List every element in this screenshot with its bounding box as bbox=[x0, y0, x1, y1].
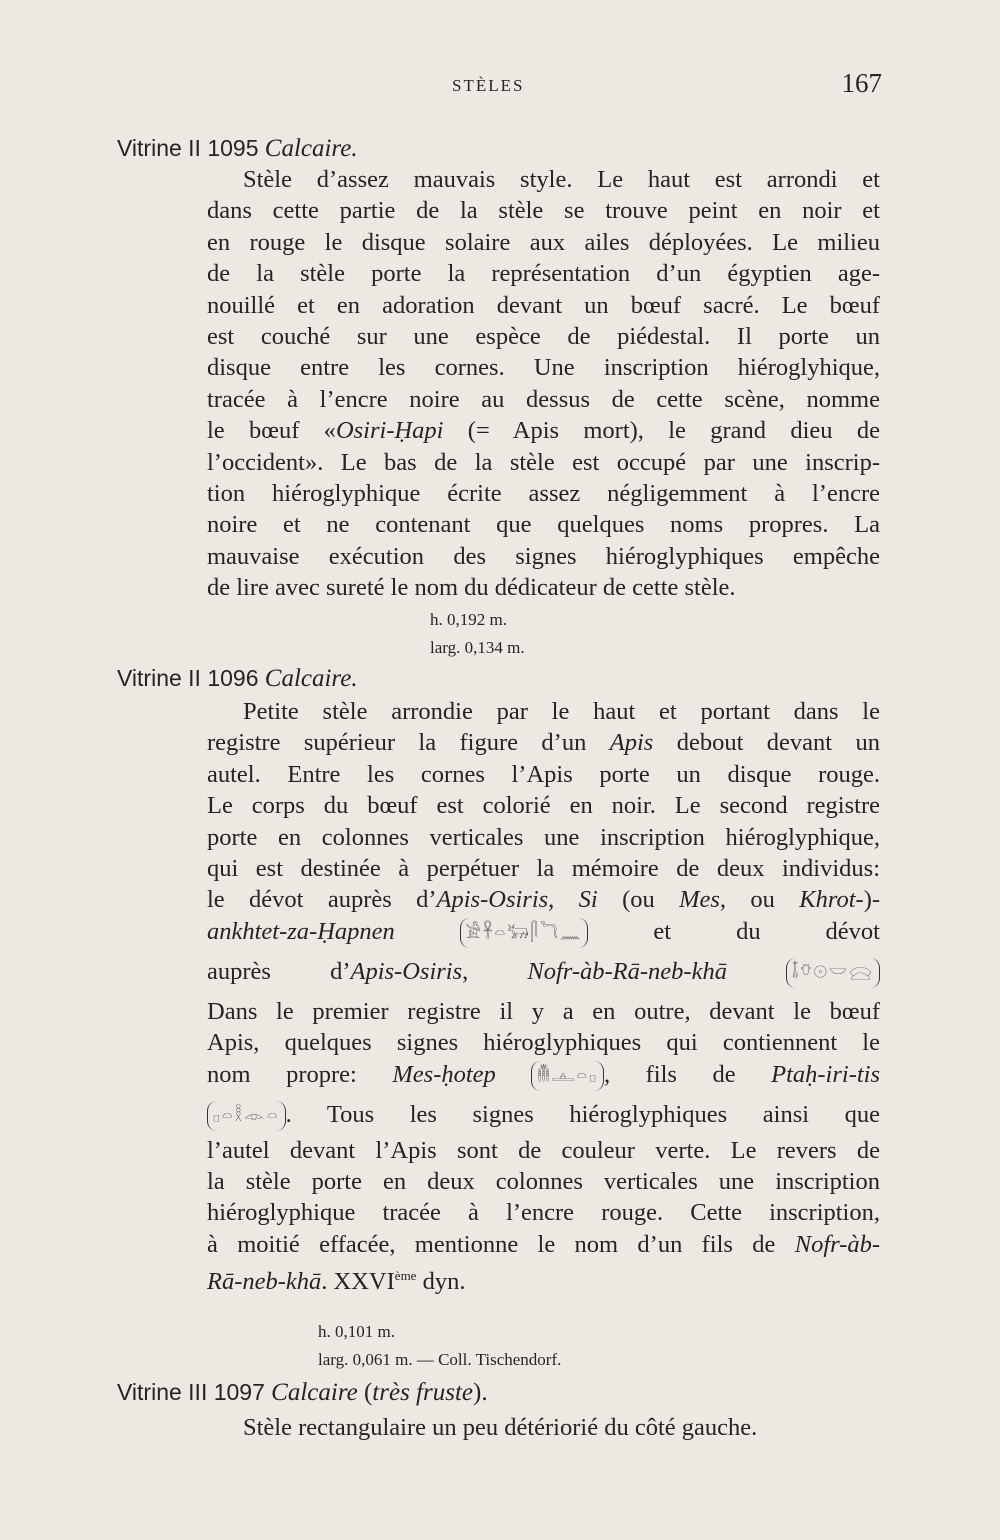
text-line: autel. Entre les cornes l’Apis porte un disque rouge. bbox=[207, 760, 880, 788]
personal-name: Mes bbox=[679, 886, 720, 914]
text-line: qui est destinée à perpétuer la mémoire de deux individus: bbox=[207, 854, 880, 882]
page-header bbox=[0, 68, 1000, 106]
text-line bbox=[207, 884, 880, 915]
personal-name: Nofr-àb- bbox=[794, 1230, 880, 1258]
text-line: mauvaise exécution des signes hiéroglyphiques empêche bbox=[207, 542, 880, 570]
page-number: 167 bbox=[841, 68, 882, 98]
text-line: Dans le premier registre il y a en outre, devant le bœuf bbox=[207, 997, 880, 1025]
text-run: , bbox=[548, 886, 579, 914]
measure-height: h. 0,192 m. bbox=[430, 610, 507, 629]
text-line bbox=[207, 1059, 880, 1099]
text-line: Le corps du bœuf est colorié en noir. Le second registre bbox=[207, 792, 880, 820]
text-line: l’autel devant l’Apis sont de couleur verte. Le revers de bbox=[207, 1136, 880, 1164]
text-line: Stèle d’assez mauvais style. Le haut est arrondi et bbox=[243, 166, 880, 193]
text-line: de la stèle porte la représentation d’un égyptien age- bbox=[207, 260, 880, 288]
text-line: Apis, quelques signes hiéroglyphiques qui contiennent le bbox=[207, 1029, 880, 1057]
text-line bbox=[207, 727, 880, 758]
text-line bbox=[207, 1099, 880, 1135]
material-note: très fruste bbox=[372, 1379, 473, 1406]
text-run: debout devant un bbox=[653, 729, 880, 757]
text-run: le dévot auprès d’ bbox=[207, 886, 437, 914]
text-line: la stèle porte en deux colonnes verticales une inscription bbox=[207, 1167, 880, 1195]
text-run: à moitié effacée, mentionne le nom d’un fils de bbox=[207, 1230, 795, 1258]
deity-name: Apis bbox=[609, 729, 654, 757]
text-run: , bbox=[462, 957, 528, 985]
text-line bbox=[207, 1260, 880, 1296]
entry-1096-description bbox=[207, 696, 881, 1296]
entry-heading-1096 bbox=[117, 665, 358, 693]
text-line: porte en colonnes verticales une inscription hiéroglyphique, bbox=[207, 823, 880, 851]
text-line bbox=[207, 916, 880, 956]
entry-heading-1097 bbox=[117, 1379, 488, 1407]
text-line: disque entre les cornes. Une inscription hiéroglyhique, bbox=[207, 354, 880, 382]
text-line: noire et ne contenant que quelques noms propres. La bbox=[207, 511, 880, 539]
deity-name: Osiri-Ḥapi bbox=[335, 417, 444, 445]
text-run: auprès d’ bbox=[207, 957, 351, 985]
text-line: l’occident». Le bas de la stèle est occupé par une inscrip- bbox=[207, 448, 880, 476]
personal-name: Ptaḥ-iri-tis bbox=[771, 1060, 880, 1088]
text-run: , fils de bbox=[603, 1060, 772, 1088]
measure-width: larg. 0,061 m. — Coll. Tischendorf. bbox=[318, 1350, 562, 1369]
entry-1095-description bbox=[207, 164, 880, 603]
personal-name: ankhtet-za-Ḥapnen bbox=[207, 917, 395, 945]
text-run: nom propre: bbox=[207, 1060, 393, 1088]
text-line bbox=[207, 415, 880, 446]
text-line: en rouge le disque solaire aux ailes déployées. Le milieu bbox=[207, 228, 880, 256]
text-line: dans cette partie de la stèle se trouve peint en noir et bbox=[207, 197, 880, 225]
vitrine-label: Vitrine III 1097 bbox=[117, 1379, 265, 1405]
text-run: le bœuf « bbox=[207, 417, 336, 445]
text-run: )- bbox=[863, 886, 881, 914]
hieroglyph-cartouche: 𓊪𓏏𓎛𓁹𓏏 bbox=[207, 1101, 286, 1131]
text-run: . Tous les signes hiéroglyphiques ainsi que bbox=[285, 1100, 880, 1128]
hieroglyph-cartouche: 𓀀𓋹𓏏𓃒𓋴𓆓𓈖 bbox=[460, 918, 589, 948]
vitrine-label: Vitrine II 1096 bbox=[117, 665, 259, 691]
text-line: Stèle rectangulaire un peu détériorié du côté gauche. bbox=[243, 1414, 758, 1441]
deity-name: Apis-Osiris bbox=[436, 886, 549, 914]
vitrine-label: Vitrine II 1095 bbox=[117, 135, 259, 161]
measure-width: larg. 0,134 m. bbox=[430, 638, 525, 657]
material-label: Calcaire. bbox=[264, 665, 358, 692]
hieroglyph-cartouche: 𓄤𓄣𓇳𓎟𓈍 bbox=[786, 958, 880, 988]
personal-name: Si bbox=[578, 886, 598, 914]
text-line: hiéroglyphique tracée à l’encre rouge. Cette inscription, bbox=[207, 1199, 880, 1227]
running-title: STÈLES bbox=[452, 76, 525, 95]
text-line bbox=[207, 1229, 880, 1260]
text-run: , ou bbox=[719, 886, 800, 914]
text-run: (= Apis mort), le grand dieu de bbox=[443, 417, 880, 445]
entry-heading-1095 bbox=[117, 135, 358, 163]
material-label: Calcaire bbox=[271, 1379, 358, 1406]
text-run: dyn. bbox=[416, 1268, 466, 1296]
measure-height: h. 0,101 m. bbox=[318, 1322, 395, 1341]
material-label: Calcaire. bbox=[264, 135, 358, 162]
text-line: tracée à l’encre noire au dessus de cette scène, nomme bbox=[207, 385, 880, 413]
hieroglyph-cartouche: 𓄟𓊵𓏏𓊪 bbox=[531, 1061, 604, 1091]
deity-name: Apis-Osiris bbox=[350, 957, 463, 985]
text-line: de lire avec sureté le nom du dédicateur de cette stèle. bbox=[207, 574, 736, 602]
superscript: ème bbox=[394, 1268, 417, 1284]
text-line: nouillé et en adoration devant un bœuf sacré. Le bœuf bbox=[207, 291, 880, 319]
entry-1097-description bbox=[207, 1412, 880, 1443]
text-run: (ou bbox=[597, 886, 680, 914]
text-run: et du dévot bbox=[588, 917, 880, 945]
text-line: Petite stèle arrondie par le haut et portant dans le bbox=[243, 698, 880, 725]
personal-name: Rā-neb-khā bbox=[207, 1268, 322, 1296]
personal-name: Mes-ḥotep bbox=[392, 1060, 496, 1088]
text-line bbox=[207, 956, 880, 996]
text-line: tion hiéroglyphique écrite assez négligemment à l’encre bbox=[207, 479, 880, 507]
text-run: registre supérieur la figure d’un bbox=[207, 729, 610, 757]
personal-name: Nofr-àb-Rā-neb-khā bbox=[527, 957, 727, 985]
text-run: ). bbox=[473, 1379, 488, 1406]
text-run: . XXVI bbox=[321, 1268, 395, 1296]
text-line: est couché sur une espèce de piédestal. Il porte un bbox=[207, 322, 880, 350]
text-run: ( bbox=[357, 1379, 373, 1406]
personal-name: Khrot- bbox=[799, 886, 864, 914]
